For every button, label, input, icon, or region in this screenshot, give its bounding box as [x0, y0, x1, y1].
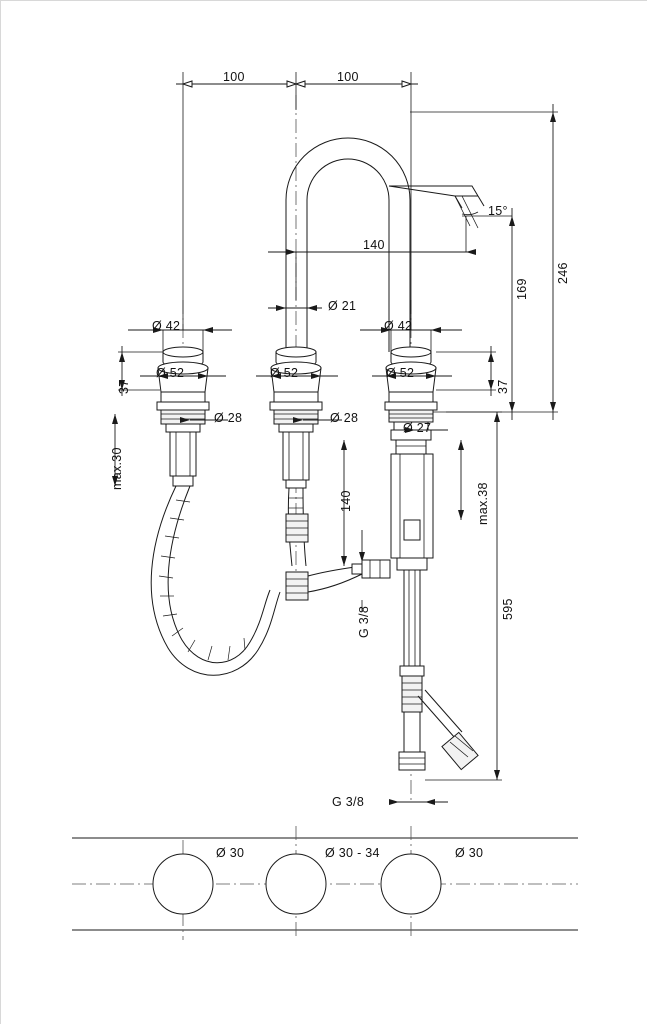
dim-handle-height-right: [436, 346, 496, 396]
plan-view-counter: [72, 826, 578, 940]
label-hole-right: Ø 30: [455, 846, 484, 860]
label-spread-right: 100: [337, 70, 359, 84]
dim-tube-diameter: [268, 305, 322, 311]
dim-spread-top: [176, 72, 418, 330]
dim-total-depth: [425, 412, 502, 780]
label-cap-dia-right: Ø 42: [384, 319, 413, 333]
label-spout-height: 169: [515, 278, 529, 300]
label-tube-diameter: Ø 21: [328, 299, 357, 313]
label-shank-dia-center: Ø 28: [330, 411, 359, 425]
label-total-depth: 595: [501, 598, 515, 620]
label-shank-dia-right: Ø 27: [403, 421, 432, 435]
label-base-dia-right: Ø 52: [386, 366, 415, 380]
label-spout-reach: 140: [363, 238, 385, 252]
label-spout-angle: 15°: [488, 204, 508, 218]
label-hose-length: 140: [339, 490, 353, 512]
dim-g38-lower: [389, 799, 448, 805]
label-base-dia-center: Ø 52: [270, 366, 299, 380]
label-handle-height-left: 37: [117, 379, 131, 394]
label-hole-left: Ø 30: [216, 846, 245, 860]
label-cap-dia-left: Ø 42: [152, 319, 181, 333]
dim-spout-reach: [268, 216, 476, 300]
label-handle-height-right: 37: [496, 379, 510, 394]
label-g38-lower: G 3/8: [332, 795, 365, 809]
valve-body-right: [385, 347, 478, 770]
label-spread-left: 100: [223, 70, 245, 84]
label-hole-center: Ø 30 - 34: [325, 846, 380, 860]
label-total-height: 246: [556, 262, 570, 284]
label-max-thickness-right: max.38: [476, 482, 490, 525]
label-shank-dia-left: Ø 28: [214, 411, 243, 425]
label-g38-upper: G 3/8: [357, 605, 371, 638]
label-base-dia-left: Ø 52: [156, 366, 185, 380]
flex-hoses: [151, 486, 390, 675]
label-max-thickness-left: max.30: [110, 447, 124, 490]
